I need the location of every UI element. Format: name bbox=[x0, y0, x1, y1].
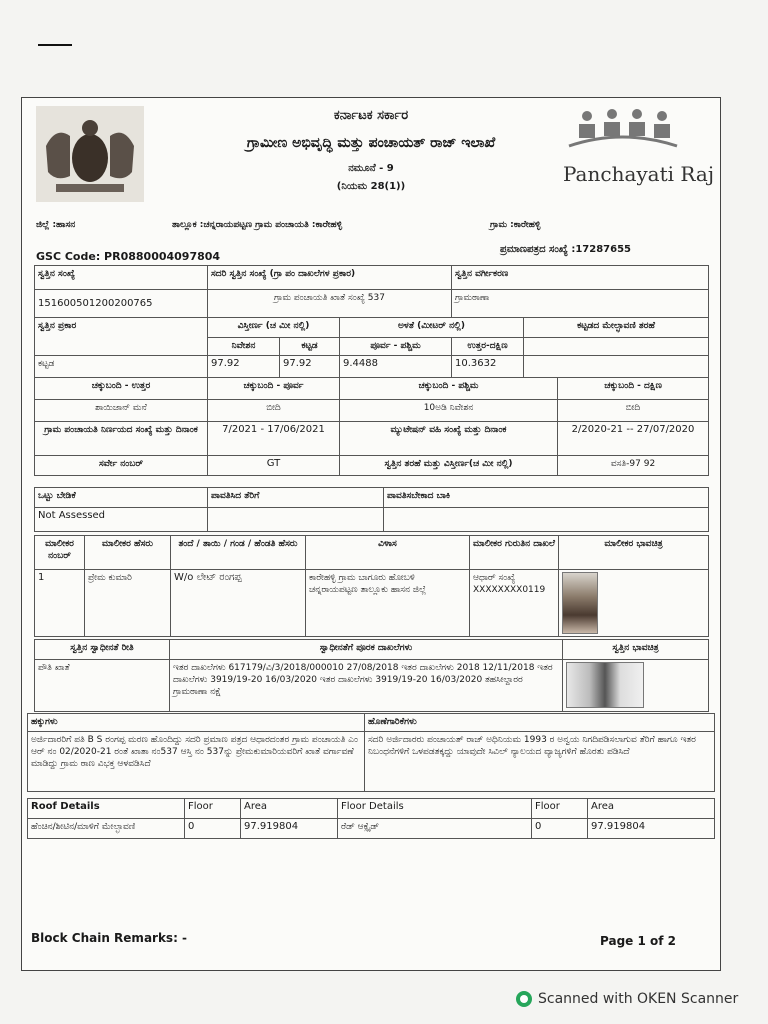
owner-name-header: ಮಾಲೀಕರ ಹೆಸರು bbox=[85, 536, 171, 570]
boundary-north: ಶಾಯಿಜಾನ್ ಮನೆ bbox=[35, 400, 208, 422]
property-table bbox=[34, 265, 709, 476]
district: ಜಿಲ್ಲೆ :ಹಾಸನ bbox=[36, 220, 76, 230]
roof-type: ಹೆಂಚಿನ/ಶೀಟಿನ/ಮಾಳಿಗೆ ಮೇಲ್ಛಾವಣಿ bbox=[28, 819, 185, 839]
floor-details-label: Floor Details bbox=[338, 799, 532, 819]
rights-label: ಹಕ್ಕುಗಳು bbox=[28, 714, 365, 732]
document-page bbox=[21, 97, 721, 971]
gp-resolution: 7/2021 - 17/06/2021 bbox=[208, 422, 340, 456]
address-header: ವಿಳಾಸ bbox=[306, 536, 470, 570]
floor-area: 97.919804 bbox=[588, 819, 715, 839]
property-type-label: ಸ್ವತ್ತಿನ ಪ್ರಕಾರ bbox=[35, 318, 208, 356]
area-label: ವಿಸ್ತೀರ್ಣ (ಚ ಮೀ ನಲ್ಲಿ) bbox=[208, 318, 340, 338]
blockchain-remarks: Block Chain Remarks: - bbox=[31, 931, 188, 945]
certificate-number: ಪ್ರಮಾಣಪತ್ರದ ಸಂಖ್ಯೆ :17287655 bbox=[500, 244, 631, 255]
liabilities-label: ಹೊಣೆಗಾರಿಕೆಗಳು bbox=[365, 714, 715, 732]
roof-floor-label: Floor bbox=[185, 799, 241, 819]
property-class-label: ಸ್ವತ್ತಿನ ವರ್ಗೀಕರಣ bbox=[452, 266, 709, 290]
roof-area: 97.919804 bbox=[241, 819, 338, 839]
department-title: ಗ್ರಾಮೀಣ ಅಭಿವೃದ್ಧಿ ಮತ್ತು ಪಂಚಾಯತ್ ರಾಜ್ ಇಲಾಖೆ bbox=[246, 135, 496, 151]
area-type-label: ಸ್ವತ್ತಿನ ತರಹೆ ಮತ್ತು ವಿಸ್ತೀರ್ಣ(ಚ ಮೀ ನಲ್ಲಿ) bbox=[340, 456, 558, 476]
total-demand: Not Assessed bbox=[35, 508, 208, 532]
owner-photo bbox=[562, 572, 598, 634]
boundary-south-label: ಚಕ್ಕುಬಂದಿ - ದಕ್ಷಿಣ bbox=[558, 378, 709, 400]
page-number: Page 1 of 2 bbox=[600, 934, 676, 948]
boundary-west: 10ಅಡಿ ನಿವೇಶನ bbox=[340, 400, 558, 422]
property-pid-label: ಸದರಿ ಸ್ವತ್ತಿನ ಸಂಖ್ಯೆ (ಗ್ರಾ ಪಂ ದಾಖಲೆಗಳ ಪ್ರಕಾರ) bbox=[208, 266, 452, 290]
property-id-label: ಸ್ವತ್ತಿನ ಸಂಖ್ಯೆ bbox=[35, 266, 208, 290]
owner-no: 1 bbox=[35, 570, 85, 637]
property-photo bbox=[566, 662, 644, 708]
gsc-code: GSC Code: PR0880004097804 bbox=[36, 250, 221, 263]
mutation-value: 2/2020-21 -- 27/07/2020 bbox=[558, 422, 709, 456]
north-south-value: 10.3632 bbox=[452, 356, 524, 378]
ownership-mode: ಪೌತಿ ಖಾತೆ bbox=[35, 660, 170, 712]
rule-number: (ನಿಯಮ 28(1)) bbox=[336, 181, 406, 192]
property-photo-label: ಸ್ವತ್ತಿನ ಭಾವಚಿತ್ರ bbox=[563, 640, 709, 660]
building-label: ಕಟ್ಟಡ bbox=[280, 338, 340, 356]
property-id: 151600501200200765 bbox=[35, 290, 208, 318]
site-area: 97.92 bbox=[208, 356, 280, 378]
dimensions-label: ಅಳತೆ (ಮೀಟರ್ ನಲ್ಲಿ) bbox=[340, 318, 524, 338]
roof-details-label: Roof Details bbox=[28, 799, 185, 819]
scanner-watermark bbox=[516, 991, 738, 1007]
owner-address: ಕಾರೇಹಳ್ಳಿ ಗ್ರಾಮ ಬಾಗೂರು ಹೋಬಳಿ ಚನ್ನರಾಯಪಟ್ಟಣ ತಾಲ್ಲೂಕು ಹಾಸನ ಜಿಲ್ಲೆ bbox=[306, 570, 470, 637]
roof-floor-table bbox=[27, 798, 715, 839]
ownership-docs-label: ಸ್ವಾಧೀನತೆಗೆ ಪೂರಕ ದಾಖಲೆಗಳು bbox=[170, 640, 563, 660]
survey-label: ಸರ್ವೇ ನಂಬರ್ bbox=[35, 456, 208, 476]
mutation-label: ಮ್ಯುಟೇಷನ್ ವಹಿ ಸಂಖ್ಯೆ ಮತ್ತು ದಿನಾಂಕ bbox=[340, 422, 558, 456]
oken-logo-icon bbox=[516, 991, 532, 1007]
panchayati-raj-logo bbox=[557, 106, 715, 196]
total-demand-label: ಒಟ್ಟು ಬೇಡಿಕೆ bbox=[35, 488, 208, 508]
due-tax-label: ಪಾವತಿಸಬೇಕಾದ ಬಾಕಿ bbox=[384, 488, 709, 508]
east-west-label: ಪೂರ್ವ - ಪಶ್ಚಿಮ bbox=[340, 338, 452, 356]
floor-floor-label: Floor bbox=[532, 799, 588, 819]
liabilities-text: ಸದರಿ ಅರ್ಜಿದಾರರು ಪಂಚಾಯತ್ ರಾಜ್ ಅಧಿನಿಯಮ 1993 ರ ಅನ್ವಯ ನಿಗದಿಪಡಿಸಲಾಗುವ ತೆರಿಗೆ ಹಾಗೂ ಇತರ ನಿಬಂಧನೆಗಳಿಗೆ ಒಳಪಡತಕ್ಕದ್ದು ಯಾವುದೇ ಸಿವಿಲ್ ನ್ಯಾಲಯದ ವ್ಯಾಜ್ಯಗಳಿಗೆ ಹೊರತು ಪಡಿಸಿದೆ bbox=[365, 732, 715, 792]
scan-dash-mark bbox=[38, 44, 72, 46]
roof-type-label: ಕಟ್ಟಡದ ಮೇಲ್ಛಾವಣಿ ತರಹೆ bbox=[524, 318, 709, 338]
owner-id-doc: ಆಧಾರ್ ಸಂಖ್ಯೆ XXXXXXXX0119 bbox=[470, 570, 559, 637]
taluk-gp: ತಾಲ್ಲೂಕ :ಚನ್ನರಾಯಪಟ್ಟಣ ಗ್ರಾಮ ಪಂಚಾಯತಿ :ಕಾರೇಹಳ್ಳಿ bbox=[172, 220, 343, 230]
owner-relation: W/o ಲೇಟ್ ರಂಗಪ್ಪ bbox=[171, 570, 306, 637]
roof-area-label: Area bbox=[241, 799, 338, 819]
property-type: ಕಟ್ಟಡ bbox=[35, 356, 208, 378]
floor-floor: 0 bbox=[532, 819, 588, 839]
boundary-south: ಬೀದಿ bbox=[558, 400, 709, 422]
floor-type: ರೆಡ್ ಆಕ್ಸೈಡ್ bbox=[338, 819, 532, 839]
floor-area-label: Area bbox=[588, 799, 715, 819]
village: ಗ್ರಾಮ :ಕಾರೇಹಳ್ಳಿ bbox=[490, 220, 541, 230]
building-area: 97.92 bbox=[280, 356, 340, 378]
north-south-label: ಉತ್ತರ-ದಕ್ಷಿಣ bbox=[452, 338, 524, 356]
state-title: ಕರ್ನಾಟಕ ಸರ್ಕಾರ bbox=[333, 108, 409, 123]
logo-text: Panchayati Raj bbox=[563, 162, 715, 186]
east-west-value: 9.4488 bbox=[340, 356, 452, 378]
boundary-east-label: ಚಕ್ಕುಬಂದಿ - ಪೂರ್ವ bbox=[208, 378, 340, 400]
boundary-west-label: ಚಕ್ಕುಬಂದಿ - ಪಶ್ಚಿಮ bbox=[340, 378, 558, 400]
form-number: ನಮೂನೆ - 9 bbox=[348, 163, 394, 174]
owner-photo-header: ಮಾಲೀಕರ ಭಾವಚಿತ್ರ bbox=[559, 536, 709, 570]
property-class: ಗ್ರಾಮಠಾಣಾ bbox=[452, 290, 709, 318]
property-pid: ಗ್ರಾಮ ಪಂಚಾಯತಿ ಖಾತೆ ಸಂಖ್ಯೆ 537 bbox=[208, 290, 452, 318]
owner-no-header: ಮಾಲೀಕರ ನಂಬರ್ bbox=[35, 536, 85, 570]
ownership-docs: ಇತರ ದಾಖಲೆಗಳು 617179/ವಿ/3/2018/000010 27/08/2018 ಇತರ ದಾಖಲೆಗಳು 2018 12/11/2018 ಇತರ ದಾಖಲೆಗಳು 3919/19-20 16/03/2020 ಇತರ ದಾಖಲೆಗಳು 3919/19-20 16/03/2020 ತಹಸೀಲ್ದಾರರ ಗ್ರಾಮಠಾಣಾ ನಕ್ಷೆ bbox=[170, 660, 563, 712]
rights-text: ಅರ್ಜಿದಾರರಿಗೆ ಪತಿ B S ರಂಗಪ್ಪ ಮರಣ ಹೊಂದಿದ್ದು ಸದರಿ ಪ್ರಮಾಣ ಪತ್ರದ ಆಧಾರದಂತರ ಗ್ರಾಮ ಪಂಚಾಯತಿ ಎಂ ಆರ್ ನಂ 02/2020-21 ರಂತೆ ಖಾತಾ ನಂ537 ಆಸ್ತಿ ನಂ 537ನ್ನು ಪ್ರೇಮಕುಮಾರಿಯವರಿಗೆ ಖಾತೆ ವರ್ಗಾವಣೆ ಮಾಡಿದ್ದು ಗ್ರಾಮ ಠಾಣ ವಿಭಕ್ತ ಆಳವಡಿಸಿದೆ bbox=[28, 732, 365, 792]
boundary-north-label: ಚಕ್ಕುಬಂದಿ - ಉತ್ತರ bbox=[35, 378, 208, 400]
scanner-text: Scanned with OKEN Scanner bbox=[538, 991, 739, 1007]
site-label: ನಿವೇಶನ bbox=[208, 338, 280, 356]
rights-table bbox=[27, 713, 715, 792]
paid-tax-label: ಪಾವತಿಸಿದ ತೆರಿಗೆ bbox=[208, 488, 384, 508]
tax-table bbox=[34, 487, 709, 532]
owners-table bbox=[34, 535, 709, 637]
area-type-value: ವಸತಿ-97 92 bbox=[558, 456, 709, 476]
owner-name: ಪ್ರೇಮ ಕುಮಾರಿ bbox=[85, 570, 171, 637]
boundary-east: ಬೀದಿ bbox=[208, 400, 340, 422]
relation-header: ತಂದೆ / ತಾಯಿ / ಗಂಡ / ಹೆಂಡತಿ ಹೆಸರು bbox=[171, 536, 306, 570]
gp-resolution-label: ಗ್ರಾಮ ಪಂಚಾಯತಿ ನಿರ್ಣಯದ ಸಂಖ್ಯೆ ಮತ್ತು ದಿನಾಂಕ bbox=[35, 422, 208, 456]
ownership-table bbox=[34, 639, 709, 712]
ownership-mode-label: ಸ್ವತ್ತಿನ ಸ್ವಾಧೀನತೆ ರೀತಿ bbox=[35, 640, 170, 660]
survey-value: GT bbox=[208, 456, 340, 476]
id-doc-header: ಮಾಲೀಕರ ಗುರುತಿನ ದಾಖಲೆ bbox=[470, 536, 559, 570]
roof-floor: 0 bbox=[185, 819, 241, 839]
